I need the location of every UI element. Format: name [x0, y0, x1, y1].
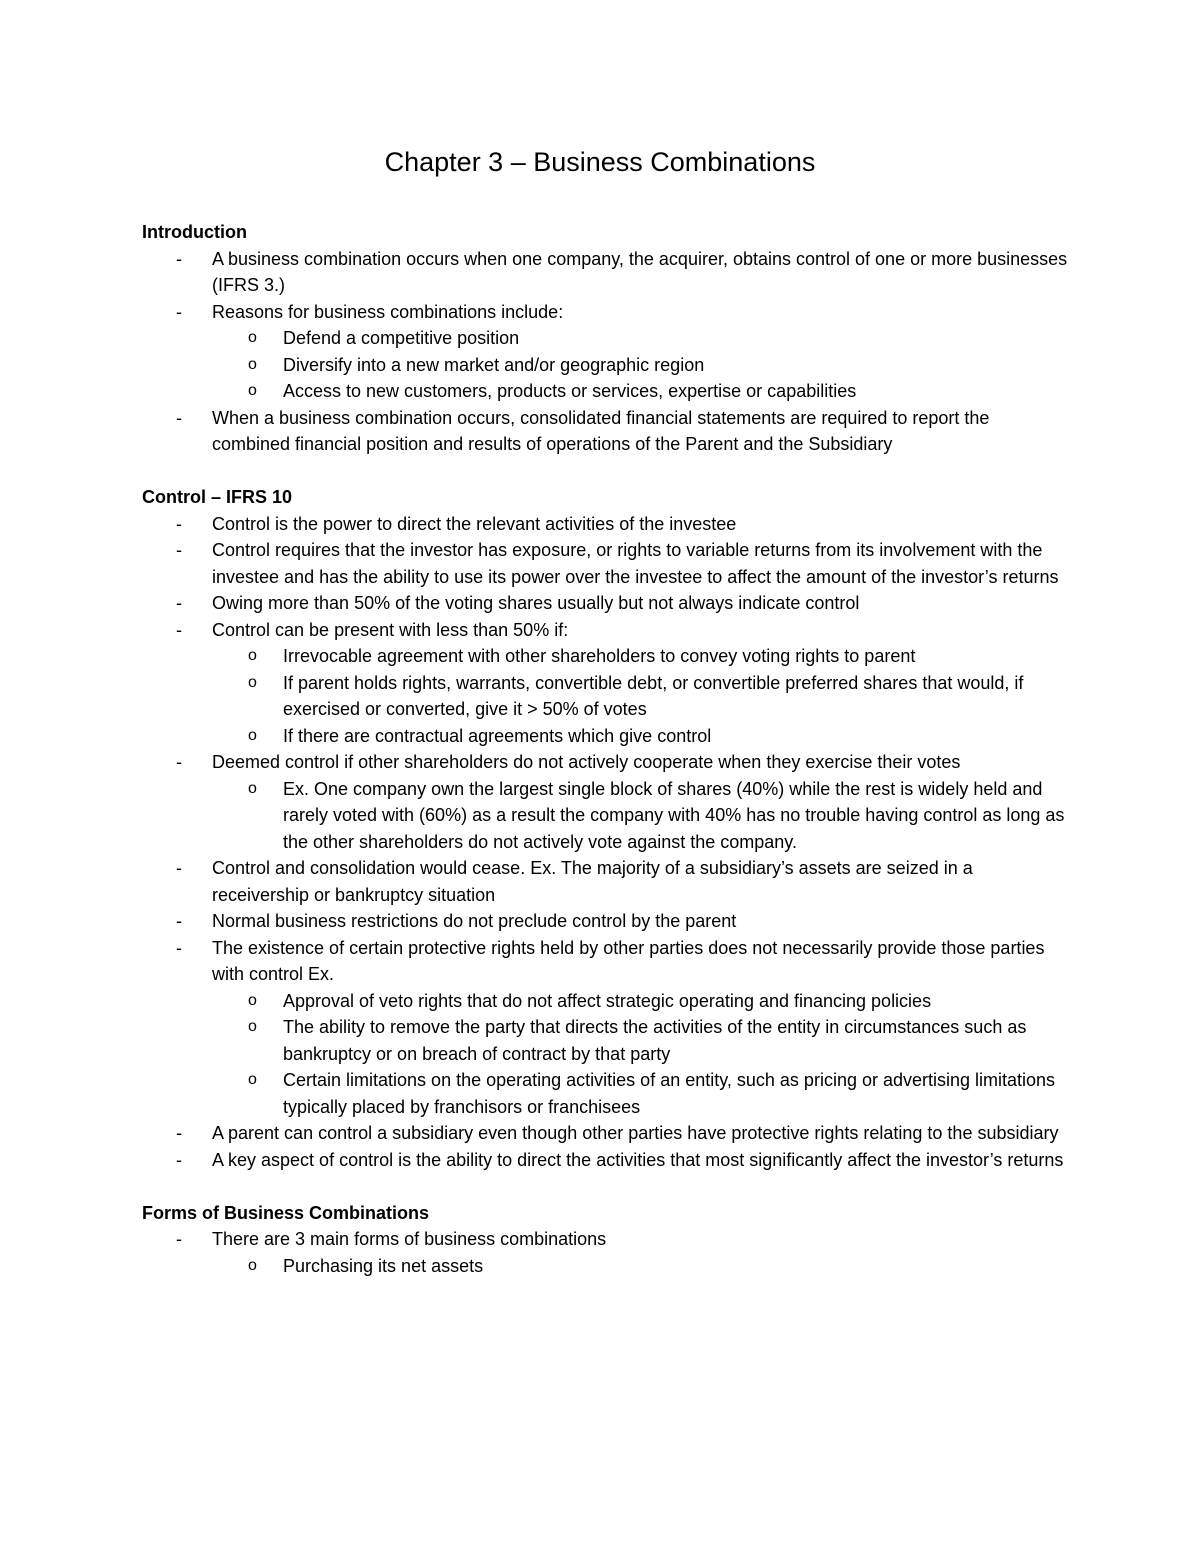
- bullet-list: [142, 246, 1072, 458]
- section-heading: Forms of Business Combinations: [142, 1202, 430, 1223]
- circle-bullet-icon: o: [248, 1256, 257, 1274]
- sub-bullet-item: [212, 325, 1072, 352]
- circle-bullet-icon: o: [248, 1018, 257, 1035]
- bullet-text: A parent can control a subsidiary even though other parties have protective rights relating to the subsidiary: [212, 1123, 1059, 1143]
- bullet-item: [142, 511, 1072, 538]
- bullet-text: Control is the power to direct the relevant activities of the investee: [212, 513, 737, 534]
- dash-bullet-icon: -: [176, 937, 182, 958]
- dash-bullet-icon: -: [176, 407, 182, 428]
- bullet-text: Control and consolidation would cease. Ex. The majority of a subsidiary’s assets are seized in a receivership or bankruptcy situation: [212, 858, 973, 905]
- sub-bullet-text: Approval of veto rights that do not affect strategic operating and financing policies: [283, 990, 932, 1011]
- dash-bullet-icon: -: [176, 248, 182, 269]
- bullet-item: [142, 1120, 1072, 1147]
- bullet-text: A business combination occurs when one company, the acquirer, obtains control of one or more businesses (IFRS 3.): [212, 248, 1068, 295]
- circle-bullet-icon: o: [248, 726, 257, 744]
- sub-bullet-list: [212, 325, 1072, 405]
- sub-bullet-item: [212, 643, 1072, 670]
- section-heading: Control – IFRS 10: [142, 487, 293, 507]
- bullet-text: Reasons for business combinations include:: [212, 301, 564, 322]
- sub-bullet-item: [212, 1014, 1072, 1067]
- circle-bullet-icon: o: [248, 991, 257, 1009]
- section: [142, 484, 1072, 1173]
- document-body: [142, 219, 1072, 1279]
- bullet-item: [142, 1226, 1072, 1279]
- sub-bullet-text: Purchasing its net assets: [283, 1255, 484, 1276]
- dash-bullet-icon: -: [176, 1123, 182, 1143]
- sub-bullet-list: [212, 1253, 1072, 1280]
- circle-bullet-icon: o: [248, 329, 257, 346]
- document-title: Chapter 3 – Business Combinations: [384, 147, 816, 177]
- sub-bullet-list: [212, 776, 1072, 856]
- bullet-item: [142, 908, 1072, 935]
- bullet-text: Normal business restrictions do not preclude control by the parent: [212, 911, 737, 931]
- bullet-text: The existence of certain protective rights held by other parties does not necessarily provide those parties with control Ex.: [212, 937, 1045, 984]
- sub-bullet-item: [212, 378, 1072, 405]
- circle-bullet-icon: o: [248, 355, 257, 373]
- dash-bullet-icon: -: [176, 619, 182, 640]
- section-spacer: [142, 458, 1072, 485]
- dash-bullet-icon: -: [176, 1149, 182, 1170]
- bullet-item: [142, 855, 1072, 908]
- sub-bullet-text: Access to new customers, products or services, expertise or capabilities: [283, 381, 857, 401]
- sub-bullet-item: [212, 1067, 1072, 1120]
- dash-bullet-icon: -: [176, 540, 182, 560]
- dash-bullet-icon: -: [176, 301, 182, 322]
- dash-bullet-icon: -: [176, 752, 182, 772]
- sub-bullet-text: If parent holds rights, warrants, convertible debt, or convertible preferred shares that would, if exercised or converted, give it > 50% of votes: [283, 672, 1024, 719]
- dash-bullet-icon: -: [176, 513, 182, 534]
- bullet-text: When a business combination occurs, consolidated financial statements are required to report the combined financial position and results of operations of the Parent and the Subsidiary: [212, 407, 990, 454]
- section-spacer: [142, 1173, 1072, 1200]
- sub-bullet-text: The ability to remove the party that directs the activities of the entity in circumstances such as bankruptcy or on breach of contract by that party: [283, 1017, 1027, 1064]
- circle-bullet-icon: o: [248, 382, 257, 399]
- sub-bullet-item: [212, 988, 1072, 1015]
- dash-bullet-icon: -: [176, 858, 182, 878]
- bullet-item: [142, 405, 1072, 458]
- sub-bullet-text: Defend a competitive position: [283, 328, 520, 348]
- bullet-item: [142, 590, 1072, 617]
- bullet-text: A key aspect of control is the ability to direct the activities that most significantly affect the investor’s returns: [212, 1149, 1064, 1170]
- bullet-text: Deemed control if other shareholders do not actively cooperate when they exercise their votes: [212, 752, 961, 772]
- sub-bullet-text: Irrevocable agreement with other shareholders to convey voting rights to parent: [283, 646, 916, 666]
- bullet-text: There are 3 main forms of business combinations: [212, 1229, 607, 1249]
- section: [142, 219, 1072, 458]
- circle-bullet-icon: o: [248, 1071, 257, 1088]
- sub-bullet-list: [212, 643, 1072, 749]
- circle-bullet-icon: o: [248, 673, 257, 691]
- sub-bullet-item: [212, 776, 1072, 856]
- sub-bullet-text: Certain limitations on the operating activities of an entity, such as pricing or advertising limitations typically placed by franchisors or franchisees: [283, 1070, 1056, 1117]
- circle-bullet-icon: o: [248, 779, 257, 797]
- bullet-item: [142, 935, 1072, 1121]
- bullet-item: [142, 749, 1072, 855]
- bullet-item: [142, 617, 1072, 750]
- bullet-item: [142, 1147, 1072, 1174]
- bullet-item: [142, 299, 1072, 405]
- sub-bullet-text: If there are contractual agreements which give control: [283, 725, 712, 746]
- dash-bullet-icon: -: [176, 911, 182, 931]
- section: [142, 1200, 1072, 1280]
- section-heading: Introduction: [142, 222, 247, 242]
- sub-bullet-item: [212, 723, 1072, 750]
- sub-bullet-item: [212, 670, 1072, 723]
- bullet-item: [142, 537, 1072, 590]
- bullet-item: [142, 246, 1072, 299]
- bullet-text: Control requires that the investor has exposure, or rights to variable returns from its involvement with the investee and has the ability to use its power over the investee to affect the amount of the investor’s returns: [212, 540, 1059, 587]
- sub-bullet-list: [212, 988, 1072, 1121]
- sub-bullet-text: Ex. One company own the largest single block of shares (40%) while the rest is widely held and rarely voted with (60%) as a result the company with 40% has no trouble having control as long as the other shareholders do not actively vote against the company.: [283, 778, 1065, 852]
- bullet-text: Owing more than 50% of the voting shares usually but not always indicate control: [212, 593, 860, 613]
- bullet-list: [142, 511, 1072, 1174]
- bullet-list: [142, 1226, 1072, 1279]
- bullet-text: Control can be present with less than 50% if:: [212, 619, 569, 640]
- sub-bullet-item: [212, 352, 1072, 379]
- sub-bullet-text: Diversify into a new market and/or geographic region: [283, 354, 705, 375]
- circle-bullet-icon: o: [248, 647, 257, 664]
- dash-bullet-icon: -: [176, 1229, 182, 1249]
- dash-bullet-icon: -: [176, 593, 182, 613]
- sub-bullet-item: [212, 1253, 1072, 1280]
